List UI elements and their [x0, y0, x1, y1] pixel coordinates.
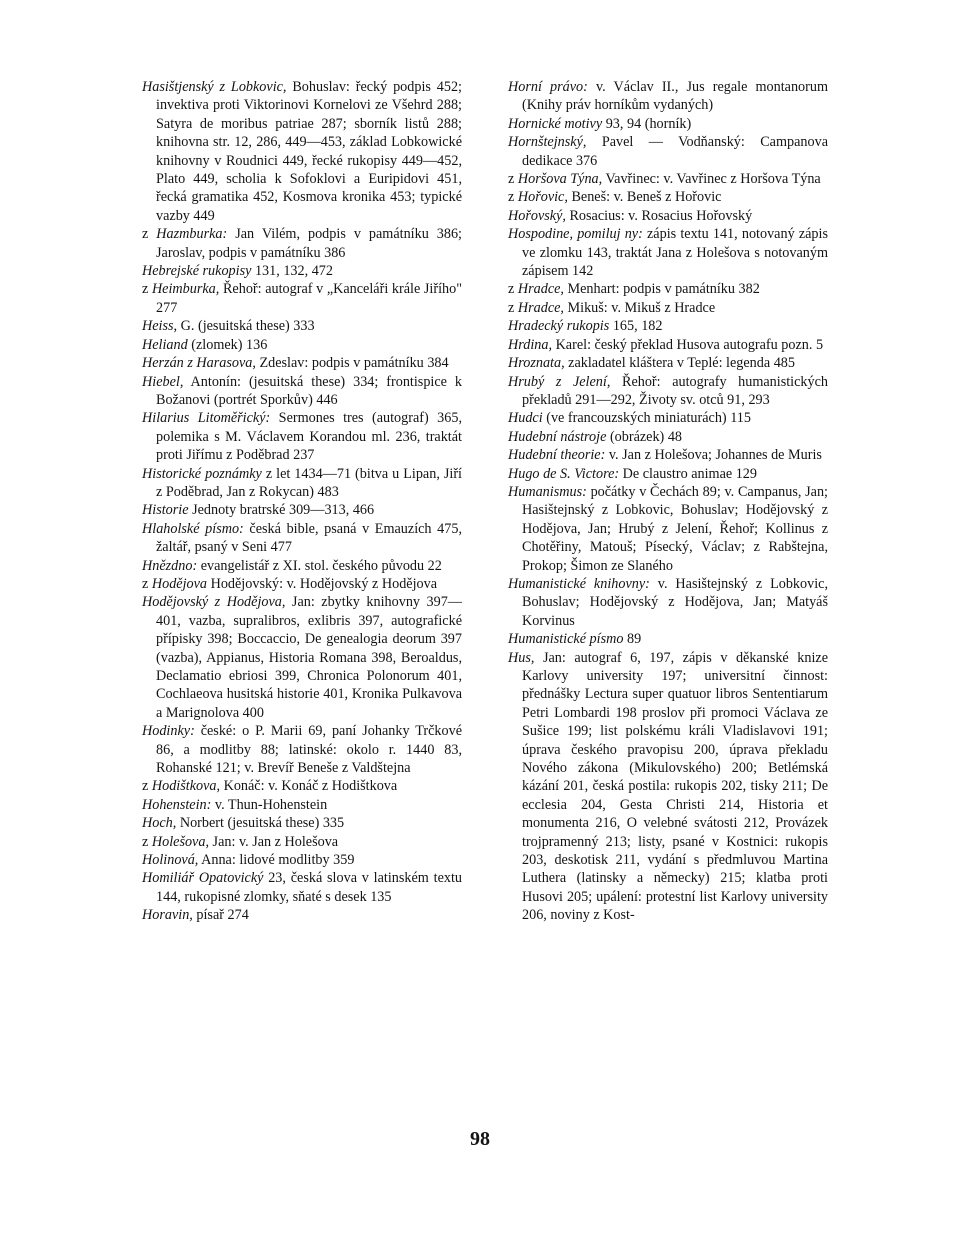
- entry-headword: Hasištjenský z Lobkovic,: [142, 79, 287, 95]
- entry-text: Konáč: v. Konáč z Hodištkova: [220, 778, 398, 795]
- entry-prefix: z: [142, 226, 157, 243]
- entry-text: Anna: lidové modlitby 359: [198, 852, 355, 869]
- entry-headword: Hlaholské písmo:: [142, 520, 244, 537]
- entry-text: G. (jesuitská these) 333: [177, 318, 315, 335]
- entry-text: česká bible, psaná v Emauzích 475, žaltář, psaný v Seni 477: [156, 520, 462, 556]
- entry-headword: Horšova Týna,: [517, 171, 603, 188]
- entry-text: evangelistář z XI. stol. českého původu 22: [197, 557, 442, 574]
- entry-text: Sermones tres (autograf) 365, polemika s M. Václavem Korandou ml. 236, traktát proti Jiřímu z Poděbrad 237: [156, 410, 462, 464]
- entry-text: Antonín: (jesuitská these) 334; frontispice k Božanovi (portrét Sporkův) 446: [156, 373, 462, 408]
- index-entry: [508, 446, 828, 464]
- entry-text: Rosacius: v. Rosacius Hořovský: [565, 207, 753, 224]
- entry-text: v. Hasištejnský z Lobkovic, Bohuslav; Hodějovský z Hodějova, Jan; Matyáš Korvinus: [522, 575, 828, 629]
- entry-headword: Hořovic,: [517, 189, 568, 206]
- entry-headword: Homiliář Opatovický: [142, 870, 264, 887]
- entry-text: Vavřinec: v. Vavřinec z Horšova Týna: [602, 171, 821, 188]
- entry-text: počátky v Čechách 89; v. Campanus, Jan; Hasištejnský z Lobkovic, Bohuslav; Hodějovský z Hodějova, Jan; Hrubý z Jelení, Řehoř; Kollinus z Chotěřiny, Matouš; Písecký, Václav; z Rabštejna, Prokop; Šimon ze Slaného: [522, 483, 828, 574]
- index-entry: [142, 336, 462, 354]
- entry-headword: Horní právo:: [508, 79, 588, 95]
- index-entry: [142, 575, 462, 593]
- index-entry: [142, 722, 462, 777]
- index-entry: [508, 225, 828, 280]
- entry-text: v. Jan z Holešova; Johannes de Muris: [605, 447, 822, 464]
- entry-text: písař 274: [192, 907, 249, 924]
- entry-text: Pavel — Vodňanský: Campanova dedikace 376: [522, 134, 828, 169]
- entry-headword: Hugo de S. Victore:: [508, 465, 620, 482]
- entry-headword: Hilarius Litoměřický:: [142, 410, 271, 427]
- index-entry: [142, 280, 462, 317]
- index-entry: [142, 796, 462, 814]
- index-entry: [142, 520, 462, 557]
- entry-prefix: z: [142, 281, 152, 298]
- entry-prefix: z: [508, 189, 518, 206]
- entry-headword: Hohenstein:: [142, 796, 212, 813]
- index-entry: [508, 465, 828, 483]
- index-entry: [508, 336, 828, 354]
- index-entry: [142, 225, 462, 262]
- entry-text: Menhart: podpis v památníku 382: [563, 281, 760, 298]
- index-entry: [508, 483, 828, 575]
- index-entry: [142, 777, 462, 795]
- index-column-left: [142, 78, 462, 925]
- entry-text: české: o P. Marii 69, paní Johanky Trčkové 86, a modlitby 88; latinské: okolo r. 1440 83, Rohanské 121; v. Brevíř Beneše z Valdštejna: [156, 723, 462, 777]
- entry-text: zápis textu 141, notovaný zápis ve zlomku 143, traktát Jana z Holešova s notovaným zápisem 142: [522, 226, 828, 280]
- entry-headword: Historické poznámky: [142, 465, 262, 482]
- entry-text: 89: [623, 631, 642, 648]
- entry-text: 131, 132, 472: [251, 263, 333, 280]
- entry-text: Hodějovský: v. Hodějovský z Hodějova: [207, 575, 438, 592]
- entry-text: z let 1434—71 (bitva u Lipan, Jiří z Poděbrad, Jan z Rokycan) 483: [156, 465, 462, 500]
- entry-text: Karel: český překlad Husova autografu pozn. 5: [552, 336, 824, 353]
- entry-headword: Hrdina,: [508, 336, 553, 353]
- index-entry: [142, 869, 462, 906]
- entry-headword: Hodištkova,: [151, 778, 221, 795]
- entry-text: Mikuš: v. Mikuš z Hradce: [563, 299, 716, 316]
- index-entry: [508, 630, 828, 648]
- entry-headword: Hiebel,: [142, 373, 184, 390]
- index-entry: [508, 170, 828, 188]
- entry-headword: Hodějovský z Hodějova,: [142, 594, 286, 611]
- index-entry: [508, 649, 828, 925]
- index-entry: [142, 593, 462, 722]
- index-entry: [508, 317, 828, 335]
- entry-text: v. Václav II., Jus regale montanorum (Knihy práv horníkům vydaných): [522, 79, 828, 114]
- entry-text: v. Thun-Hohenstein: [211, 796, 328, 813]
- entry-headword: Hudební nástroje: [508, 428, 607, 445]
- entry-prefix: z: [142, 575, 152, 592]
- entry-text: (obrázek) 48: [606, 428, 683, 445]
- entry-text: Bohuslav: řecký podpis 452; invektiva proti Viktorinovi Kornelovi ze Všehrd 288; Satyra de moribus patriae 287; sborník listů 288; knihovna str. 12, 286, 449—453, základ Lobkowické knihovny v Roudnici 449, řecké rukopisy 449—452, Plato 449, scholia k Sofoklovi a Euripidovi 451, řecká gramatika 452, Kosmova kronika 453; typické vazby 449: [156, 79, 462, 224]
- entry-headword: Heiss,: [142, 318, 178, 335]
- index-entry: [142, 317, 462, 335]
- entry-headword: Holinová,: [142, 852, 199, 869]
- entry-headword: Hodinky:: [142, 723, 195, 740]
- entry-text: Jednoty bratrské 309—313, 466: [188, 502, 375, 519]
- entry-prefix: z: [142, 778, 152, 795]
- entry-headword: Hebrejské rukopisy: [142, 263, 252, 280]
- index-entry: [142, 262, 462, 280]
- entry-text: Zdeslav: podpis v památníku 384: [255, 355, 449, 372]
- entry-text: Jan: zbytky knihovny 397—401, vazba, supralibros, exlibris 397, autografické přípisky 398; Boccaccio, De genealogia deorum 397 (vazba), Appianus, Historia Romana 398, Beroaldus, Declamatio ebriosi 399, Chronica Polonorum 401, Cochlaeova husitská historie 401, Kronika Pulkavova a Marignolova 400: [156, 594, 462, 721]
- entry-headword: Hudci: [508, 410, 543, 427]
- index-entry: [508, 373, 828, 410]
- index-entry: [508, 299, 828, 317]
- entry-headword: Horavin,: [142, 907, 193, 924]
- index-column-right: [508, 78, 828, 925]
- entry-prefix: z: [508, 281, 518, 298]
- index-entry: [508, 575, 828, 630]
- entry-text: Řehoř: autograf v „Kanceláři krále Jiřího" 277: [156, 281, 462, 316]
- entry-headword: Hudební theorie:: [508, 447, 606, 464]
- entry-headword: Humanistické písmo: [508, 631, 624, 648]
- index-entry: [508, 409, 828, 427]
- entry-text: Norbert (jesuitská these) 335: [176, 815, 345, 832]
- entry-headword: Hnězdno:: [142, 557, 198, 574]
- index-entry: [508, 207, 828, 225]
- index-entry: [142, 906, 462, 924]
- index-entry: [142, 814, 462, 832]
- index-entry: [142, 557, 462, 575]
- entry-headword: Hrubý z Jelení,: [508, 373, 611, 390]
- index-entry: [508, 78, 828, 115]
- entry-prefix: z: [508, 299, 518, 316]
- entry-text: De claustro animae 129: [619, 465, 757, 482]
- page-number: 98: [470, 1128, 490, 1150]
- entry-headword: Hořovský,: [508, 207, 566, 224]
- entry-headword: Hradce,: [517, 281, 564, 298]
- entry-headword: Historie: [142, 502, 189, 519]
- index-entry: [142, 373, 462, 410]
- entry-prefix: z: [508, 171, 518, 188]
- index-entry: [142, 78, 462, 225]
- entry-headword: Heimburka,: [151, 281, 220, 298]
- index-entry: [142, 465, 462, 502]
- index-entry: [508, 354, 828, 372]
- index-entry: [508, 188, 828, 206]
- index-entry: [142, 409, 462, 464]
- entry-headword: Hornické motivy: [508, 115, 603, 132]
- entry-prefix: z: [142, 833, 152, 850]
- entry-text: Řehoř: autografy humanistických překladů 291—292, Životy sv. otců 91, 293: [522, 373, 828, 408]
- index-entry: [142, 501, 462, 519]
- entry-text: 93, 94 (horník): [602, 115, 692, 132]
- entry-text: (ve francouzských miniaturách) 115: [542, 410, 751, 427]
- entry-text: 23, česká slova v latinském textu 144, rukopisné zlomky, sňaté s desek 135: [156, 870, 462, 905]
- entry-text: 165, 182: [609, 318, 663, 335]
- entry-headword: Hradecký rukopis: [508, 318, 610, 335]
- index-entry: [508, 280, 828, 298]
- entry-headword: Holešova,: [151, 833, 209, 850]
- entry-headword: Heliand: [142, 336, 188, 353]
- entry-headword: Hroznata,: [508, 355, 565, 372]
- entry-text: (zlomek) 136: [187, 336, 268, 353]
- entry-headword: Hospodine, pomiluj ny:: [508, 226, 643, 243]
- entry-headword: Hradce,: [517, 299, 564, 316]
- entry-text: zakladatel kláštera v Teplé: legenda 485: [564, 355, 795, 372]
- entry-headword: Humanismus:: [508, 483, 587, 500]
- index-entry: [142, 851, 462, 869]
- entry-headword: Hus,: [508, 649, 535, 666]
- index-entry: [508, 428, 828, 446]
- entry-text: Jan: autograf 6, 197, zápis v děkanské knize Karlovy university 197; universitní činnost: přednášky Lectura super quatuor libros Sententiarum Petri Lombardi 198 proslov při promoci Václava ze Sušice 199; list polskému králi Vladislavovi 191; úprava českého pravopisu 200, úprava překladu Nového zákona (Mikulovského) 200; Betlémská kázání 201, česká postila: rukopis 202, tisky 211; De ecclesia 204, Gesta Christi 214, Historia et monumenta 216, O velebné svátosti 212, Provázek trojpramenný 213; listy, psané v Kostnici: rukopis 203, deskotisk 211, vydání s předmluvou Martina Luthera (latinsky a německy) 215; klatba proti Husovi 205; upálení: protestní list Karlovy university 206, noviny z Kost-: [522, 649, 828, 924]
- index-entry: [508, 115, 828, 133]
- index-entry: [142, 354, 462, 372]
- entry-headword: Hornštejnský,: [508, 134, 587, 151]
- entry-text: Jan Vilém, podpis v památníku 386; Jaroslav, podpis v památníku 386: [156, 226, 462, 261]
- entry-headword: Hoch,: [142, 815, 177, 832]
- entry-headword: Herzán z Harasova,: [142, 355, 256, 372]
- entry-text: Jan: v. Jan z Holešova: [209, 833, 339, 850]
- index-entry: [142, 833, 462, 851]
- entry-text: Beneš: v. Beneš z Hořovic: [567, 189, 722, 206]
- entry-headword: Hodějova: [151, 575, 208, 592]
- entry-headword: Hazmburka:: [156, 226, 228, 243]
- index-entry: [508, 133, 828, 170]
- entry-headword: Humanistické knihovny:: [508, 575, 650, 592]
